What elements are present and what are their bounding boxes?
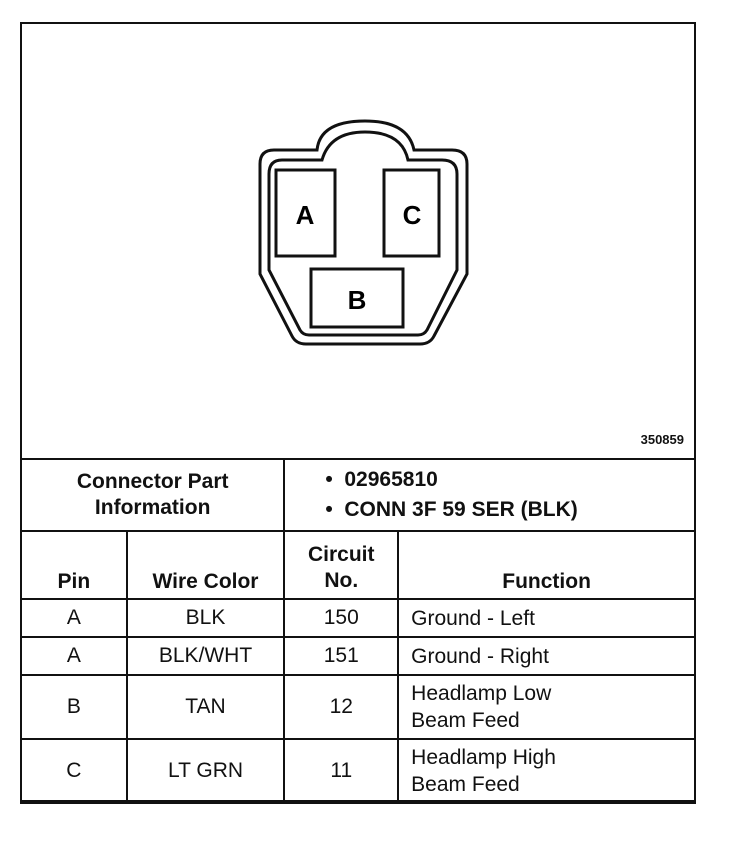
cell-circuit: 150 (284, 599, 398, 637)
info-label-line2: Information (94, 496, 211, 519)
cell-function: Ground - Left (398, 599, 695, 637)
cell-pin: A (21, 637, 127, 675)
connector-info-values (284, 459, 695, 531)
pin-label-b: B (347, 285, 367, 315)
connector-sheet (20, 22, 696, 802)
pin-label-c: C (402, 200, 422, 230)
header-wire-color: Wire Color (127, 531, 285, 599)
figure-number: 350859 (640, 432, 684, 447)
table-header (21, 531, 695, 599)
connector-info-label (21, 459, 284, 531)
connector-table (20, 458, 696, 804)
cell-function: Ground - Right (398, 637, 695, 675)
cell-circuit: 12 (284, 675, 398, 739)
info-label-line1: Connector Part (76, 470, 229, 493)
cell-circuit: 151 (284, 637, 398, 675)
cell-function: Headlamp Low Beam Feed (398, 675, 695, 739)
header-pin: Pin (21, 531, 127, 599)
cell-wire-color: TAN (127, 675, 285, 739)
table-row (21, 675, 695, 739)
cell-circuit: 11 (284, 739, 398, 803)
table-row (21, 739, 695, 803)
pin-label-a: A (295, 200, 315, 230)
table-row (21, 599, 695, 637)
connector-diagram (22, 24, 694, 458)
cell-pin: A (21, 599, 127, 637)
cell-wire-color: LT GRN (127, 739, 285, 803)
cell-wire-color: BLK (127, 599, 285, 637)
info-bullet: • CONN 3F 59 SER (BLK) (325, 498, 578, 521)
cell-pin: C (21, 739, 127, 803)
header-circuit: Circuit No. (284, 531, 398, 599)
info-bullet: • 02965810 (325, 468, 438, 491)
cell-function: Headlamp High Beam Feed (398, 739, 695, 803)
table-row (21, 637, 695, 675)
cell-pin: B (21, 675, 127, 739)
header-function: Function (398, 531, 695, 599)
cell-wire-color: BLK/WHT (127, 637, 285, 675)
